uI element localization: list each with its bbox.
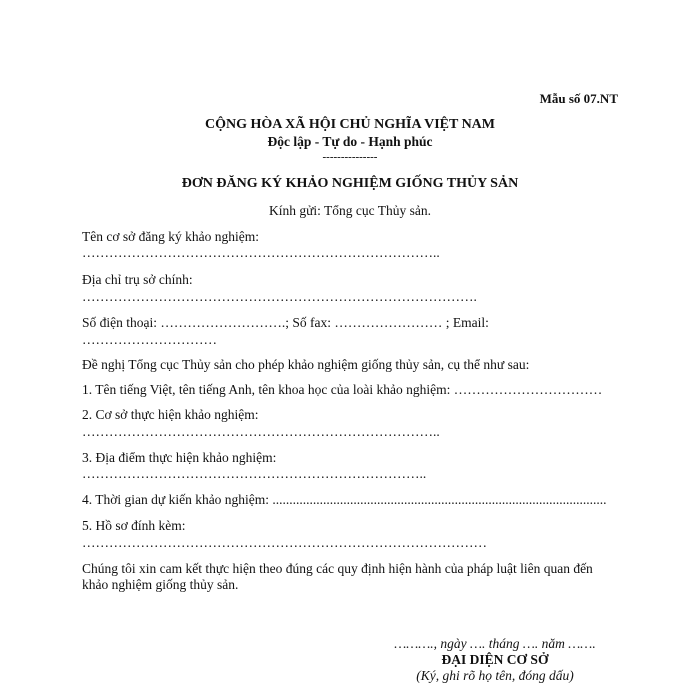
address-field: ……………………………………………………………………………. — [82, 289, 477, 304]
country-heading: CỘNG HÒA XÃ HỘI CHỦ NGHĨA VIỆT NAM — [204, 117, 495, 132]
header-divider: --------------- — [322, 151, 378, 163]
addressee: Kính gửi: Tổng cục Thủy sản. — [268, 203, 432, 218]
signature-title: ĐẠI DIỆN CƠ SỞ — [441, 652, 549, 667]
item-attachments-label: 5. Hồ sơ đính kèm: — [82, 518, 186, 533]
facility-name-field: …………………………………………………………………….. — [82, 245, 440, 260]
request-text: Đề nghị Tổng cục Thủy sản cho phép khảo nghiệm giống thủy sản, cụ thể như sau: — [82, 357, 530, 372]
contact-line: Số điện thoại: ……………………….; Số fax: …………………… ; Email: — [82, 315, 489, 330]
address-label: Địa chỉ trụ sở chính: — [82, 272, 193, 287]
commitment-line-1: Chúng tôi xin cam kết thực hiện theo đúng các quy định hiện hành của pháp luật liên quan đến — [82, 561, 593, 576]
document-title: ĐƠN ĐĂNG KÝ KHẢO NGHIỆM GIỐNG THỦY SẢN — [181, 176, 519, 191]
item-facility-field: …………………………………………………………………….. — [82, 424, 440, 439]
signature-instruction: (Ký, ghi rõ họ tên, đóng dấu) — [416, 668, 574, 683]
item-location-label: 3. Địa điểm thực hiện khảo nghiệm: — [82, 450, 277, 465]
item-facility-label: 2. Cơ sở thực hiện khảo nghiệm: — [82, 407, 259, 422]
facility-name-label: Tên cơ sở đăng ký khảo nghiệm: — [82, 229, 259, 244]
contact-field: ………………………… — [82, 332, 217, 347]
signature-date: ………., ngày …. tháng …. năm ……. — [394, 636, 596, 651]
motto: Độc lập - Tự do - Hạnh phúc — [267, 134, 433, 149]
commitment-line-2: khảo nghiệm giống thủy sản. — [82, 577, 239, 592]
form-number: Mẫu số 07.NT — [539, 91, 618, 106]
item-location-field: ………………………………………………………………….. — [82, 466, 427, 481]
item-species: 1. Tên tiếng Việt, tên tiếng Anh, tên khoa học của loài khảo nghiệm: …………………………… — [82, 382, 603, 397]
item-attachments-field: ……………………………………………………………………………… — [82, 535, 487, 550]
item-duration: 4. Thời gian dự kiến khảo nghiệm: ................................................................................................... — [82, 492, 607, 507]
